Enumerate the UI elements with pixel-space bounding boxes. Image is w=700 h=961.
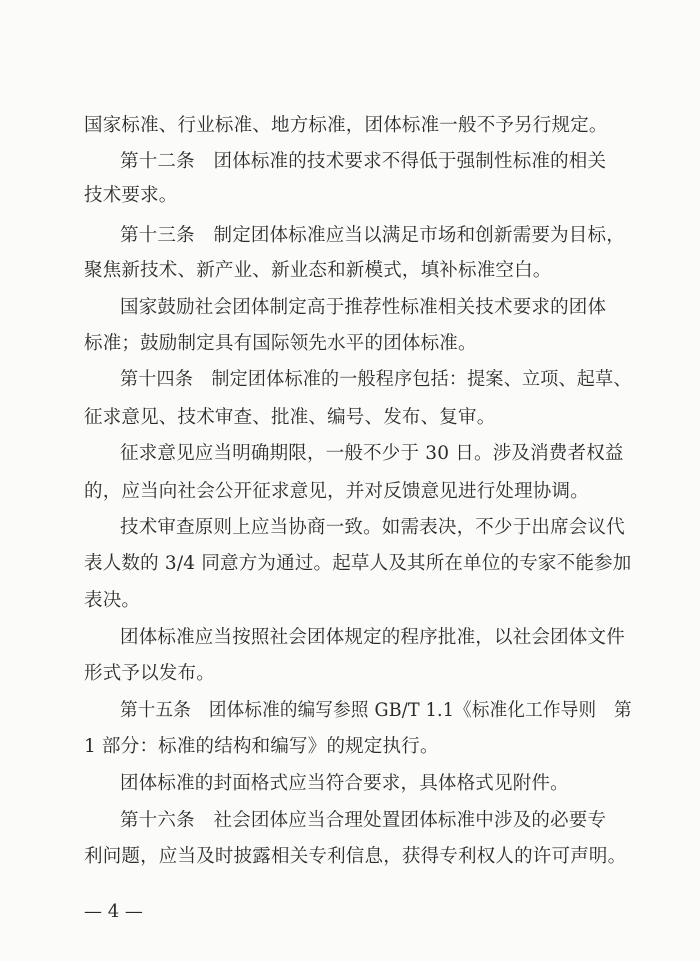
text-line: 征求意见应当明确期限，一般不少于 30 日。涉及消费者权益	[120, 443, 624, 464]
text-line: 团体标准的封面格式应当符合要求，具体格式见附件。	[120, 773, 569, 794]
text-line: 表人数的 3/4 同意方为通过。起草人及其所在单位的专家不能参加	[84, 553, 632, 574]
text-line: 技术要求。	[84, 185, 178, 206]
text-line: 技术审查原则上应当协商一致。如需表决，不少于出席会议代	[120, 517, 625, 538]
text-line: 第十四条 制定团体标准的一般程序包括：提案、立项、起草、	[120, 369, 632, 390]
page-number: — 4 —	[84, 901, 143, 922]
text-line: 1 部分：标准的结构和编写》的规定执行。	[84, 736, 439, 757]
text-line: 聚焦新技术、新产业、新业态和新模式，填补标准空白。	[84, 260, 552, 281]
text-line: 形式予以发布。	[84, 663, 215, 684]
text-line: 团体标准应当按照社会团体规定的程序批准，以社会团体文件	[120, 627, 625, 648]
text-line: 第十二条 团体标准的技术要求不得低于强制性标准的相关	[120, 151, 607, 172]
text-line: 国家鼓励社会团体制定高于推荐性标准相关技术要求的团体	[120, 297, 607, 318]
text-line: 第十五条 团体标准的编写参照 GB/T 1.1《标准化工作导则 第	[120, 700, 632, 721]
text-line: 利问题，应当及时披露相关专利信息，获得专利权人的许可声明。	[84, 846, 627, 867]
text-line: 标准；鼓励制定具有国际领先水平的团体标准。	[84, 333, 477, 354]
text-line: 国家标准、行业标准、地方标准，团体标准一般不予另行规定。	[84, 115, 608, 136]
text-line: 表决。	[84, 590, 141, 611]
text-line: 第十三条 制定团体标准应当以满足市场和创新需要为目标，	[120, 225, 625, 246]
text-line: 第十六条 社会团体应当合理处置团体标准中涉及的必要专	[120, 810, 607, 831]
text-line: 征求意见、技术审查、批准、编号、发布、复审。	[84, 407, 496, 428]
text-line: 的，应当向社会公开征求意见，并对反馈意见进行处理协调。	[84, 481, 589, 502]
